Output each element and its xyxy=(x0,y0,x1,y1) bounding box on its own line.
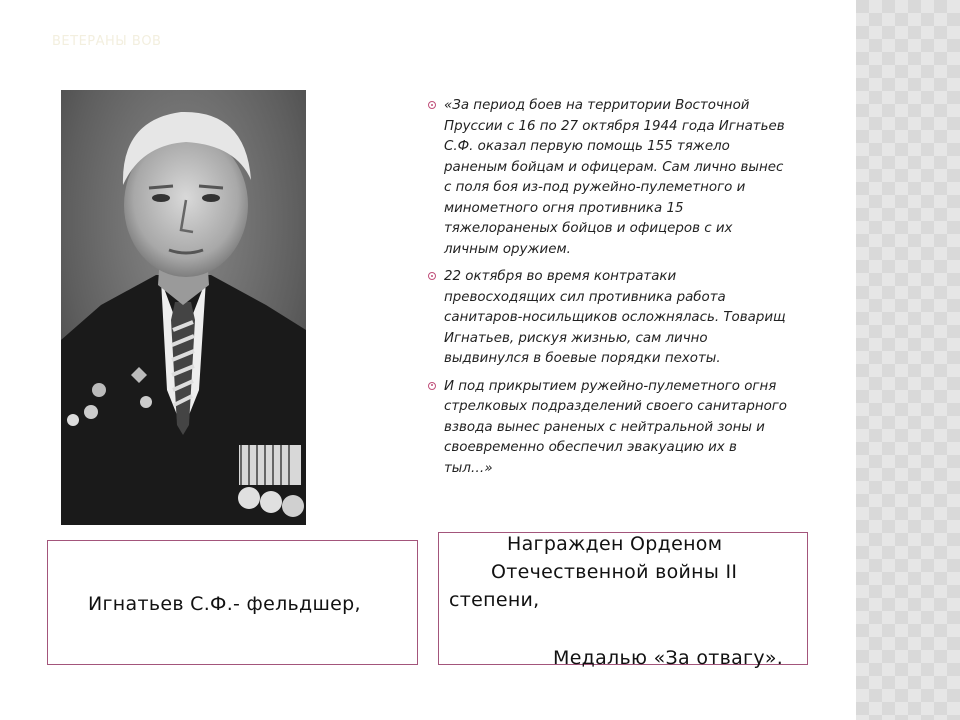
bullet-text: И под прикрытием ружейно-пулеметного огня стрелковых подразделений своего санитарного взвода вынес раненых с нейтральной зоны и своевременно обеспечил эвакуацию их в тыл…» xyxy=(444,378,788,476)
slide-title: ВЕТЕРАНЫ ВОВ xyxy=(52,34,162,49)
award-line-2: Отечественной войны II xyxy=(491,561,738,583)
bullet-icon xyxy=(428,272,436,280)
award-line-3: степени, xyxy=(449,589,540,611)
bullet-item xyxy=(428,377,788,480)
bullet-text: «За период боев на территории Восточной Пруссии с 16 по 27 октября 1944 года Игнатьев С.Ф. оказал первую помощь 155 тяжело раненым бойцам и офицерам. Сам лично вынес с поля боя из-под ружейно-пулеметного и минометного огня противника 15 тяжелораненых бойцов и офицеров с их личным оружием. xyxy=(444,98,785,257)
award-line-4: Медалью «За отвагу». xyxy=(553,647,784,669)
bullet-icon xyxy=(428,382,436,390)
bullet-item xyxy=(428,96,788,260)
decorative-side-strip xyxy=(856,0,960,720)
bullet-text: 22 октября во время контратаки превосходящих сил противника работа санитаров-носильщиков осложнялась. Товарищ Игнатьев, рискуя жизнью, сам лично выдвинулся в боевые порядки пехоты. xyxy=(444,269,786,366)
name-caption-text: Игнатьев С.Ф.- фельдшер, xyxy=(88,593,361,615)
bullet-list xyxy=(428,96,788,486)
award-box xyxy=(438,532,808,669)
award-line-1: Награжден Орденом xyxy=(507,533,723,555)
veteran-portrait-photo xyxy=(61,90,306,525)
bullet-item xyxy=(428,267,788,370)
name-caption-box xyxy=(47,540,418,665)
bullet-icon xyxy=(428,101,436,109)
